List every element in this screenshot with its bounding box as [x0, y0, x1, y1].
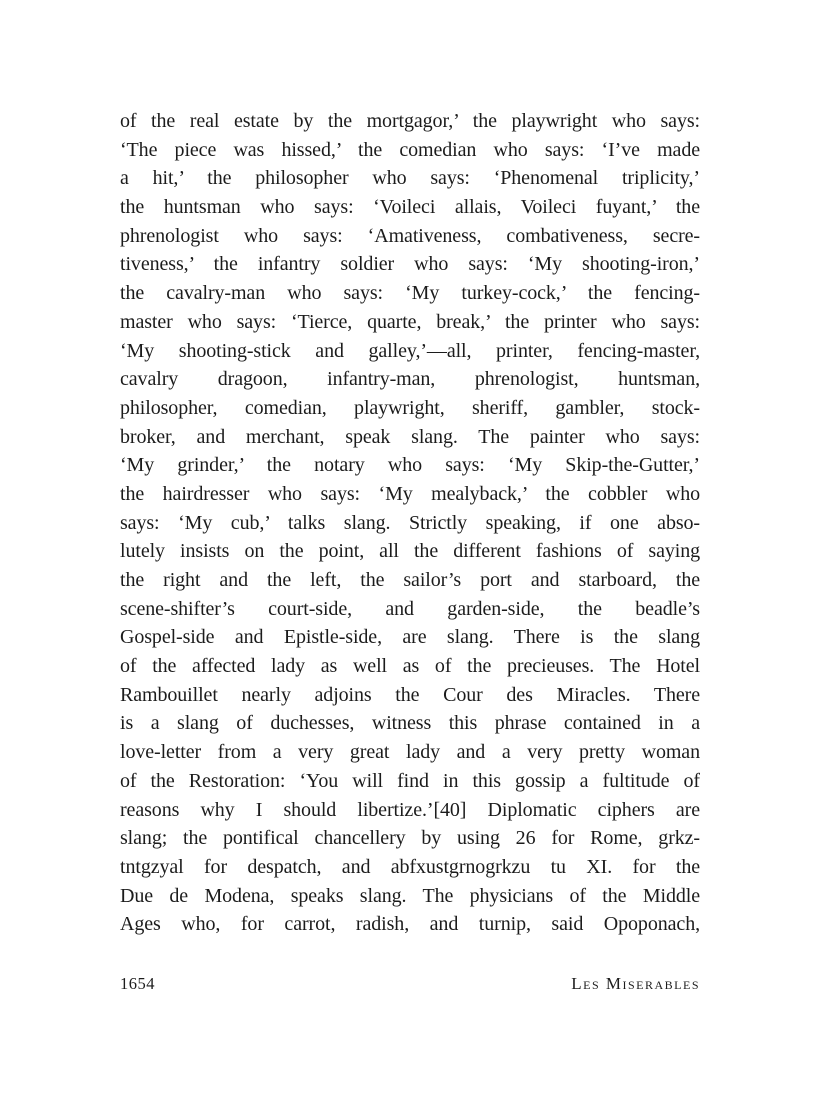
text-line: master who says: ‘Tierce, quarte, break,’ the printer who says: [120, 310, 700, 333]
text-line: tiveness,’ the infantry soldier who says: ‘My shooting-iron,’ [120, 253, 700, 276]
text-line: lutely insists on the point, all the different fashions of saying [120, 540, 700, 563]
text-line: philosopher, comedian, playwright, sheriff, gambler, stock- [120, 396, 700, 419]
text-line: the cavalry-man who says: ‘My turkey-cock,’ the fencing- [120, 282, 700, 305]
text-line: the right and the left, the sailor’s port and starboard, the [120, 569, 700, 591]
text-line: ‘The piece was hissed,’ the comedian who says: ‘I’ve made [120, 138, 700, 161]
text-line: the huntsman who says: ‘Voileci allais, Voileci fuyant,’ the [120, 196, 700, 219]
text-line: Gospel-side and Epistle-side, are slang. There is the slang [120, 626, 700, 649]
body-text [120, 107, 700, 939]
text-line: broker, and merchant, speak slang. The painter who says: [120, 425, 700, 448]
text-line: Due de Modena, speaks slang. The physicians of the Middle [120, 884, 700, 907]
text-line: of the affected lady as well as of the precieuses. The Hotel [120, 655, 700, 678]
text-line: says: ‘My cub,’ talks slang. Strictly speaking, if one abso- [120, 511, 700, 534]
text-line: Ages who, for carrot, radish, and turnip, said Opoponach, [120, 913, 700, 936]
text-line: is a slang of duchesses, witness this phrase contained in a [120, 712, 700, 735]
text-line: a hit,’ the philosopher who says: ‘Phenomenal triplicity,’ [120, 167, 700, 190]
text-line: reasons why I should libertize.’[40] Diplomatic ciphers are [120, 798, 700, 821]
text-line: slang; the pontifical chancellery by using 26 for Rome, grkz- [120, 827, 700, 850]
text-line: Rambouillet nearly adjoins the Cour des Miracles. There [120, 683, 700, 706]
text-line: of the real estate by the mortgagor,’ the playwright who says: [120, 110, 700, 132]
text-line: ‘My shooting-stick and galley,’—all, printer, fencing-master, [120, 339, 700, 362]
page-number: 1654 [120, 974, 155, 993]
text-line: cavalry dragoon, infantry-man, phrenologist, huntsman, [120, 368, 700, 391]
text-line: love-letter from a very great lady and a very pretty woman [120, 741, 700, 764]
text-line: the hairdresser who says: ‘My mealyback,’ the cobbler who [120, 482, 700, 505]
page-footer [120, 974, 700, 994]
text-line: ‘My grinder,’ the notary who says: ‘My Skip-the-Gutter,’ [120, 454, 700, 477]
text-line: of the Restoration: ‘You will find in this gossip a fultitude of [120, 769, 700, 792]
text-line: tntgzyal for despatch, and abfxustgrnogrkzu tu XI. for the [120, 855, 700, 878]
text-line: phrenologist who says: ‘Amativeness, combativeness, secre- [120, 224, 700, 247]
text-line: scene-shifter’s court-side, and garden-side, the beadle’s [120, 597, 700, 620]
running-title: Les Miserables [571, 974, 700, 993]
